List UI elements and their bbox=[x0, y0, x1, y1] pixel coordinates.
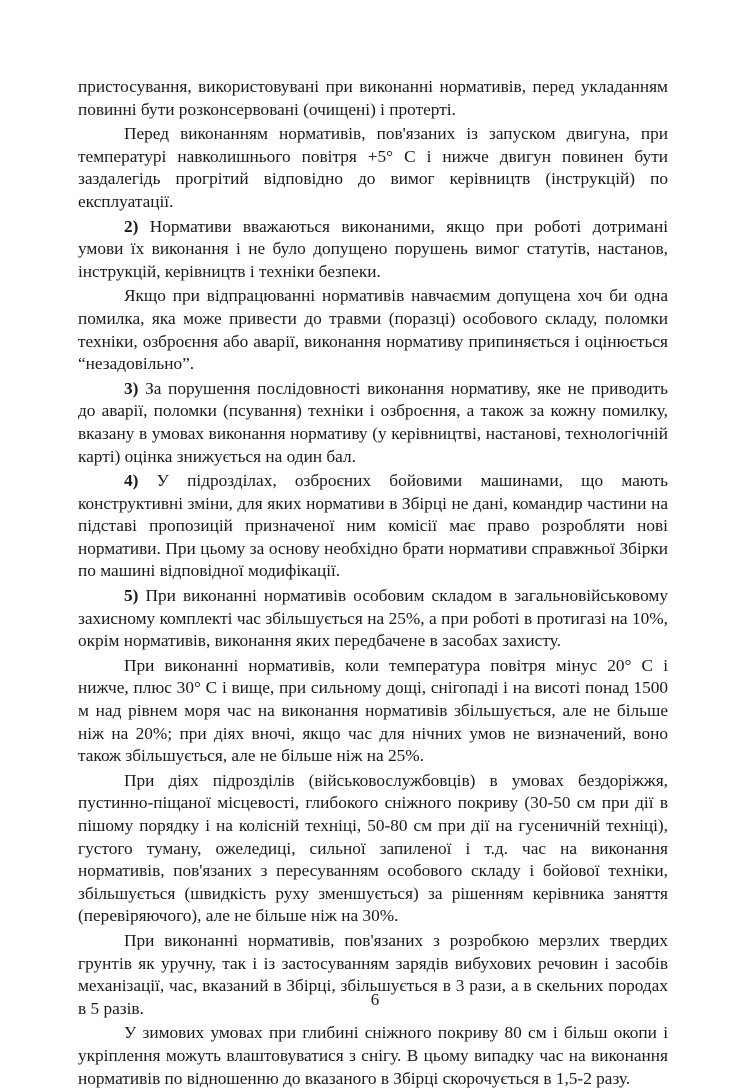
paragraph-text: При виконанні нормативів, коли температура повітря мінус 20° С і нижче, плюс 30° С і вище, при сильному дощі, снігопаді і на висоті понад 1500 м над рівнем моря час на виконання нормативів збільшується, але не більше ніж на 20%; при діях вночі, якщо час для нічних умов не визначений, воно також збільшується, але не більше ніж на 25%. bbox=[78, 655, 668, 766]
paragraph-text: Нормативи вважаються виконаними, якщо при роботі дотримані умови їх виконання і не було допущено порушень вимог статутів, настанов, інструкцій, керівництв і техніки безпеки. bbox=[78, 216, 668, 281]
paragraph-text: При виконанні нормативів особовим складом в загальновійськовому захисному комплекті час збільшується на 25%, а при роботі в протигазі на 10%, окрім нормативів, виконання яких передбачене в засобах захисту. bbox=[78, 586, 668, 651]
paragraph-11 bbox=[78, 1022, 668, 1090]
paragraph-6 bbox=[78, 470, 668, 583]
paragraph-1 bbox=[78, 76, 668, 121]
document-page bbox=[78, 76, 668, 1092]
item-number: 2) bbox=[124, 216, 139, 236]
paragraph-text: Перед виконанням нормативів, пов'язаних із запуском двигуна, при температурі навколишнього повітря +5° С і нижче двигун повинен бути заздалегідь прогрітий відповідно до вимог керівництв (інструкцій) по експлуатації. bbox=[78, 124, 668, 211]
paragraph-9 bbox=[78, 770, 668, 928]
paragraph-7 bbox=[78, 585, 668, 653]
paragraph-2 bbox=[78, 123, 668, 213]
paragraph-text: Якщо при відпрацюванні нормативів навчаємим допущена хоч би одна помилка, яка може привести до травми (поразці) особового складу, поломки техніки, озброєння або аварії, виконання нормативу припиняється і оцінюється “незадовільно”. bbox=[78, 286, 668, 374]
paragraph-4 bbox=[78, 285, 668, 375]
item-number: 5) bbox=[124, 586, 139, 606]
paragraph-text: У підрозділах, озброєних бойовими машинами, що мають конструктивні зміни, для яких нормативи в Збірці не дані, командир частини на підставі пропозицій призначеної ним комісії має право розробляти нові нормативи. При цьому за основу необхідно брати нормативи справжньої Збірки по машині відповідної модифікації. bbox=[78, 471, 668, 581]
paragraph-text: При виконанні нормативів, пов'язаних з розробкою мерзлих твердих грунтів як уручну, так і із застосуванням зарядів вибухових речовин і засобів механізації, час, вказаний в Збірці, збільшується в 3 рази, а в скельних породах в 5 разів. bbox=[78, 930, 668, 1018]
paragraph-text: пристосування, використовувані при виконанні нормативів, перед укладанням повинні бути розконсервовані (очищені) і протерті. bbox=[78, 77, 668, 119]
item-number: 3) bbox=[124, 378, 139, 398]
paragraph-text: За порушення послідовності виконання нормативу, яке не приводить до аварії, поломки (псування) техніки і озброєння, а також за кожну помилку, вказану в умовах виконання нормативу (у керівництві, настанові, технологічній карті) оцінка знижується на один бал. bbox=[78, 378, 668, 466]
paragraph-text: У зимових умовах при глибині сніжного покриву 80 см і більш окопи і укріплення можуть влаштовуватися з снігу. В цьому випадку час на виконання нормативів по відношенню до вказаного в Збірці скорочується в 1,5-2 разу. bbox=[78, 1023, 668, 1088]
paragraph-5 bbox=[78, 378, 668, 468]
paragraph-8 bbox=[78, 655, 668, 768]
paragraph-3 bbox=[78, 216, 668, 284]
page-number: 6 bbox=[370, 990, 380, 1009]
item-number: 4) bbox=[124, 471, 139, 491]
paragraph-text: При діях підрозділів (військовослужбовців) в умовах бездоріжжя, пустинно-піщаної місцевості, глибокого сніжного покриву (30-50 см при дії в пішому порядку і на колісній техніці, 50-80 см при дії на гусеничній техніці), густого туману, ожеледиці, сильної запиленої і т.д. час на виконання нормативів, пов'язаних з пересуванням особового складу і бойової техніки, збільшується (швидкість руху зменшується) за рішенням керівника заняття (перевіряючого), але не більше ніж на 30%. bbox=[78, 770, 668, 926]
